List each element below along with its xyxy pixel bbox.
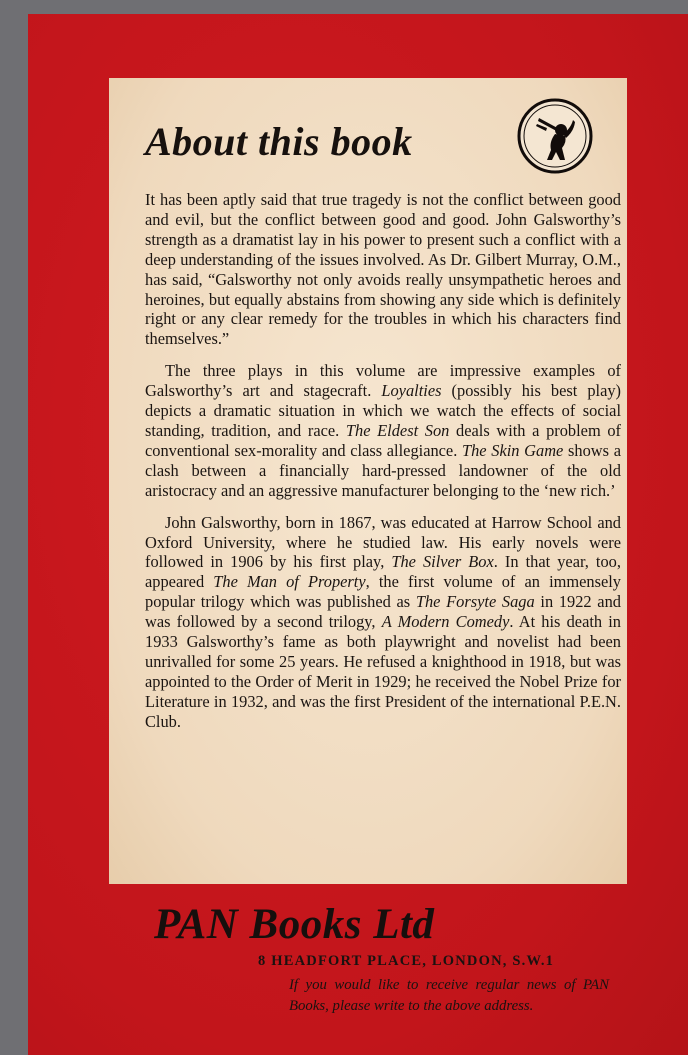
paragraph-text: in 1922 and was followed by a second trilogy, xyxy=(145,592,621,632)
publisher-name: PAN Books Ltd xyxy=(154,901,435,948)
paragraph-text: shows a clash between a financially hard-pressed landowner of the old aristocracy and an aggressive manufacturer belonging to the ‘new rich.’ xyxy=(145,440,621,500)
paragraph-text: It has been aptly said that true tragedy is not the conflict between good and evil, but the conflict between good and good. John Galsworthy’s strength as a dramatist lay in his power to present such a conflict with a deep understanding of the issues involved. As Dr. Gilbert Murray, O.M., has said, “Galsworthy not only avoids really unsympathetic heroes and heroines, but equally abstains from showing any side which is definitely right or any clear remedy for the troubles in which his characters find themselves.” xyxy=(145,190,621,349)
panel-body xyxy=(145,190,621,744)
paragraph-plays xyxy=(145,361,621,500)
about-panel xyxy=(109,78,627,884)
paragraph-text: . In that year, too, appeared xyxy=(145,552,621,592)
publisher-address: 8 HEADFORT PLACE, LONDON, S.W.1 xyxy=(258,953,555,969)
italic-title-text: A Modern Comedy xyxy=(381,612,510,632)
paragraph-text: John Galsworthy, born in 1867, was educated at Harrow School and Oxford University, where he studied law. His early novels were followed in 1906 by his first play, xyxy=(145,512,621,572)
panel-heading: About this book xyxy=(145,119,413,164)
paragraph-text: deals with a problem of conventional sex-morality and class allegiance. xyxy=(145,420,621,460)
publisher-note: If you would like to receive regular news of PAN Books, please write to the above address. xyxy=(289,977,609,1014)
italic-title-text: Loyalties xyxy=(381,381,442,401)
italic-title-text: The Eldest Son xyxy=(345,420,450,440)
italic-title-text: The Forsyte Saga xyxy=(415,592,535,612)
pan-piper-logo-icon xyxy=(517,98,593,174)
paragraph-text: (possibly his best play) depicts a dramatic situation in which we watch the effects of social standing, tradition, and race. xyxy=(145,381,621,440)
paragraph-text: . At his death in 1933 Galsworthy’s fame as both playwright and novelist had been unrivalled for some 25 years. He refused a knighthood in 1918, but was appointed to the Order of Merit in 1929; he received the Nobel Prize for Literature in 1932, and was the first President of the international P.E.N. Club. xyxy=(145,612,622,731)
paragraph-text: The three plays in this volume are impressive examples of Galsworthy’s art and stagecraft. xyxy=(145,361,621,401)
paragraph-intro xyxy=(145,190,621,349)
italic-title-text: The Man of Property xyxy=(213,572,366,592)
italic-title-text: The Skin Game xyxy=(462,440,564,460)
paragraph-text: , the first volume of an immensely popular trilogy which was published as xyxy=(145,572,622,612)
italic-title-text: The Silver Box xyxy=(391,552,494,572)
paragraph-biography xyxy=(145,513,621,732)
